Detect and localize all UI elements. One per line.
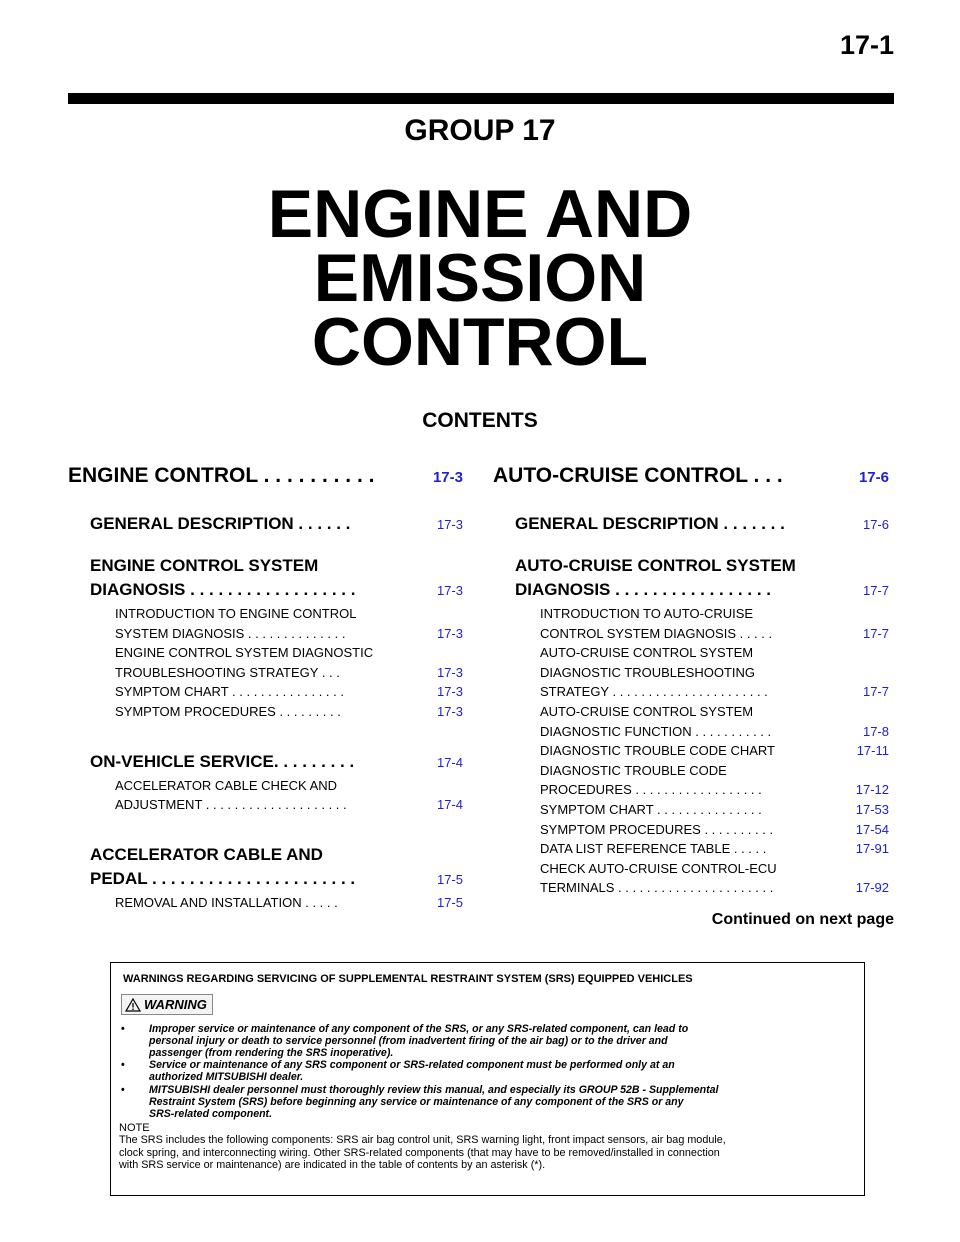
page-number: 17-1 xyxy=(839,30,894,60)
toc-label: DIAGNOSIS . . . . . . . . . . . . . . . . . . xyxy=(90,580,356,599)
toc-entry-auto-cruise-control-system-diagnosis[interactable] xyxy=(493,580,889,604)
title-line: ENGINE AND xyxy=(267,176,693,252)
warning-item-line: Service or maintenance of any SRS component or SRS-related component must be performed only at an xyxy=(149,1059,675,1072)
toc-entry-auto-cruise-control[interactable] xyxy=(493,464,889,494)
toc-subentry[interactable] xyxy=(493,780,889,800)
note-line: The SRS includes the following components: SRS air bag control unit, SRS warning light, front impact sensors, air bag module, xyxy=(119,1134,726,1147)
warning-list xyxy=(119,1023,856,1121)
toc-subentry-line: DIAGNOSTIC TROUBLESHOOTING xyxy=(540,664,756,680)
toc-page-link[interactable]: 17-8 xyxy=(862,723,889,739)
toc-subentry-list xyxy=(493,604,889,898)
toc-entry-line: ACCELERATOR CABLE AND xyxy=(90,844,323,864)
toc-entry-line: AUTO-CRUISE CONTROL SYSTEM xyxy=(515,556,796,575)
bullet-icon: • xyxy=(121,1022,125,1035)
toc-label: ON-VEHICLE SERVICE. . . . . . . . . xyxy=(90,751,355,771)
toc-subentry[interactable] xyxy=(493,722,889,742)
toc-subentry-line: CHECK AUTO-CRUISE CONTROL-ECU xyxy=(540,860,777,876)
warning-box-title: WARNINGS REGARDING SERVICING OF SUPPLEMENTAL RESTRAINT SYSTEM (SRS) EQUIPPED VEHICLES xyxy=(123,973,693,985)
toc-label: GENERAL DESCRIPTION . . . . . . . xyxy=(515,514,785,533)
title-line: CONTROL xyxy=(311,304,649,380)
toc-label: TERMINALS . . . . . . . . . . . . . . . . . . . . . . xyxy=(540,880,774,896)
toc-entry-on-vehicle-service[interactable] xyxy=(68,752,463,776)
toc-page-link[interactable]: 17-54 xyxy=(855,821,889,837)
toc-subentry[interactable] xyxy=(493,820,889,840)
toc-page-link[interactable]: 17-3 xyxy=(436,625,463,641)
toc-label: ADJUSTMENT . . . . . . . . . . . . . . . . . . . . xyxy=(115,797,347,813)
toc-entry-engine-control-system-diagnosis[interactable] xyxy=(68,580,463,604)
warning-triangle-icon xyxy=(125,998,141,1012)
bullet-icon: • xyxy=(121,1059,125,1072)
note-line: with SRS service or maintenance) are indicated in the table of contents by an asterisk (*). xyxy=(119,1158,546,1171)
toc-subentry-line: AUTO-CRUISE CONTROL SYSTEM xyxy=(540,645,754,661)
toc-entry-general-description[interactable] xyxy=(493,514,889,538)
warning-item xyxy=(119,1023,856,1060)
toc-page-link[interactable]: 17-12 xyxy=(855,782,889,798)
toc-label: GENERAL DESCRIPTION . . . . . . xyxy=(90,514,351,533)
toc-page-link[interactable]: 17-6 xyxy=(858,469,889,486)
warning-item-line: SRS-related component. xyxy=(149,1107,273,1120)
toc-page-link[interactable]: 17-7 xyxy=(862,625,889,641)
warning-label xyxy=(121,994,213,1015)
toc-page-link[interactable]: 17-3 xyxy=(436,684,463,700)
warning-label-text: WARNING xyxy=(144,997,207,1012)
toc-entry-engine-control[interactable] xyxy=(68,464,463,494)
toc-page-link[interactable]: 17-3 xyxy=(432,469,463,486)
toc-page-link[interactable]: 17-53 xyxy=(855,801,889,817)
toc-label: PEDAL . . . . . . . . . . . . . . . . . . . . . . xyxy=(90,868,356,888)
warning-item-line: personal injury or death to service personnel (from inadvertent firing of the air bag) or to the driver and xyxy=(149,1034,668,1047)
toc-entry-accelerator-cable-and-pedal[interactable] xyxy=(68,869,463,893)
toc-label: SYMPTOM PROCEDURES . . . . . . . . . xyxy=(115,703,341,719)
warning-item-line: MITSUBISHI dealer personnel must thoroughly review this manual, and especially its GROUP 52B - Supplemental xyxy=(149,1083,719,1096)
srs-warning-box xyxy=(110,962,865,1196)
toc-label: REMOVAL AND INSTALLATION . . . . . xyxy=(115,894,338,910)
warning-item xyxy=(119,1084,856,1121)
toc-label: SYSTEM DIAGNOSIS . . . . . . . . . . . . . . xyxy=(115,625,346,641)
group-label: GROUP 17 xyxy=(404,114,556,147)
note-line: clock spring, and interconnecting wiring. Other SRS-related components (that may have to be removed/installed in connection xyxy=(119,1146,720,1159)
toc-label: STRATEGY . . . . . . . . . . . . . . . . . . . . . . xyxy=(540,684,768,700)
toc-page-link[interactable]: 17-11 xyxy=(856,743,889,759)
toc-page-link[interactable]: 17-4 xyxy=(436,754,463,770)
toc-label: SYMPTOM PROCEDURES . . . . . . . . . . xyxy=(540,821,774,837)
toc-subentry[interactable] xyxy=(68,702,463,722)
toc-label: SYMPTOM CHART . . . . . . . . . . . . . . . . xyxy=(115,684,344,700)
toc-page-link[interactable]: 17-5 xyxy=(436,894,463,910)
toc-page-link[interactable]: 17-7 xyxy=(862,583,889,598)
continued-notice: Continued on next page xyxy=(711,911,894,928)
toc-label: ENGINE CONTROL . . . . . . . . . . xyxy=(68,464,375,487)
toc-page-link[interactable]: 17-7 xyxy=(862,684,889,700)
toc-subentry[interactable] xyxy=(68,795,463,815)
warning-item xyxy=(119,1059,856,1083)
toc-subentry[interactable] xyxy=(493,878,889,898)
toc-subentry-line: INTRODUCTION TO AUTO-CRUISE xyxy=(540,606,754,621)
toc-page-link[interactable]: 17-3 xyxy=(436,664,463,680)
toc-subentry[interactable] xyxy=(493,682,889,702)
toc-label: TROUBLESHOOTING STRATEGY . . . xyxy=(115,664,340,680)
toc-label: PROCEDURES . . . . . . . . . . . . . . . . . . xyxy=(540,782,762,798)
bullet-icon: • xyxy=(121,1083,125,1096)
chapter-title xyxy=(0,176,960,380)
warning-item-text xyxy=(149,1023,856,1060)
toc-label: DATA LIST REFERENCE TABLE . . . . . xyxy=(540,841,767,857)
toc-page-link[interactable]: 17-6 xyxy=(862,517,889,532)
warning-item-line: authorized MITSUBISHI dealer. xyxy=(149,1071,304,1084)
toc-entry-line: ENGINE CONTROL SYSTEM xyxy=(90,556,319,575)
title-line: EMISSION xyxy=(313,240,647,316)
toc-subentry-line: ACCELERATOR CABLE CHECK AND xyxy=(115,777,338,793)
toc-right-column xyxy=(493,464,889,898)
contents-heading: CONTENTS xyxy=(422,409,538,432)
warning-item-line: passenger (from rendering the SRS inoperative). xyxy=(149,1046,394,1059)
toc-entry-general-description[interactable] xyxy=(68,514,463,538)
toc-label: SYMPTOM CHART . . . . . . . . . . . . . . . xyxy=(540,801,762,817)
toc-subentry[interactable] xyxy=(68,624,463,644)
toc-subentry[interactable] xyxy=(68,682,463,702)
toc-subentry-line: DIAGNOSTIC TROUBLE CODE xyxy=(540,762,727,778)
note-text xyxy=(119,1134,856,1171)
warning-item-line: Improper service or maintenance of any component of the SRS, or any SRS-related component, can lead to xyxy=(149,1022,689,1035)
toc-subentry[interactable] xyxy=(493,624,889,644)
header-rule xyxy=(68,93,894,104)
toc-subentry[interactable] xyxy=(493,839,889,859)
warning-item-line: Restraint System (SRS) before beginning any service or maintenance of any component of the SRS or any xyxy=(149,1095,684,1108)
toc-subentry-line: INTRODUCTION TO ENGINE CONTROL xyxy=(115,606,357,621)
toc-subentry[interactable] xyxy=(493,741,889,761)
toc-subentry[interactable] xyxy=(68,663,463,683)
toc-label: AUTO-CRUISE CONTROL . . . xyxy=(493,464,783,487)
warning-item-text xyxy=(149,1084,856,1121)
note-title: NOTE xyxy=(119,1122,150,1135)
toc-label: DIAGNOSTIC FUNCTION . . . . . . . . . . . xyxy=(540,723,772,739)
toc-page-link[interactable]: 17-4 xyxy=(436,797,463,813)
toc-label: CONTROL SYSTEM DIAGNOSIS . . . . . xyxy=(540,625,773,641)
toc-page-link[interactable]: 17-3 xyxy=(436,517,463,532)
warning-item-text xyxy=(149,1059,856,1083)
toc-page-link[interactable]: 17-92 xyxy=(855,880,889,896)
toc-subentry-line: AUTO-CRUISE CONTROL SYSTEM xyxy=(540,703,754,719)
toc-subentry[interactable] xyxy=(493,800,889,820)
toc-left-column xyxy=(68,464,463,912)
toc-label: DIAGNOSIS . . . . . . . . . . . . . . . . . xyxy=(515,580,771,599)
toc-subentry[interactable] xyxy=(68,893,463,913)
toc-label: DIAGNOSTIC TROUBLE CODE CHART xyxy=(540,743,775,759)
toc-page-link[interactable]: 17-3 xyxy=(436,583,463,598)
toc-page-link[interactable]: 17-91 xyxy=(855,841,889,857)
toc-subentry-line: ENGINE CONTROL SYSTEM DIAGNOSTIC xyxy=(115,645,374,661)
toc-page-link[interactable]: 17-5 xyxy=(436,871,463,887)
toc-page-link[interactable]: 17-3 xyxy=(436,703,463,719)
